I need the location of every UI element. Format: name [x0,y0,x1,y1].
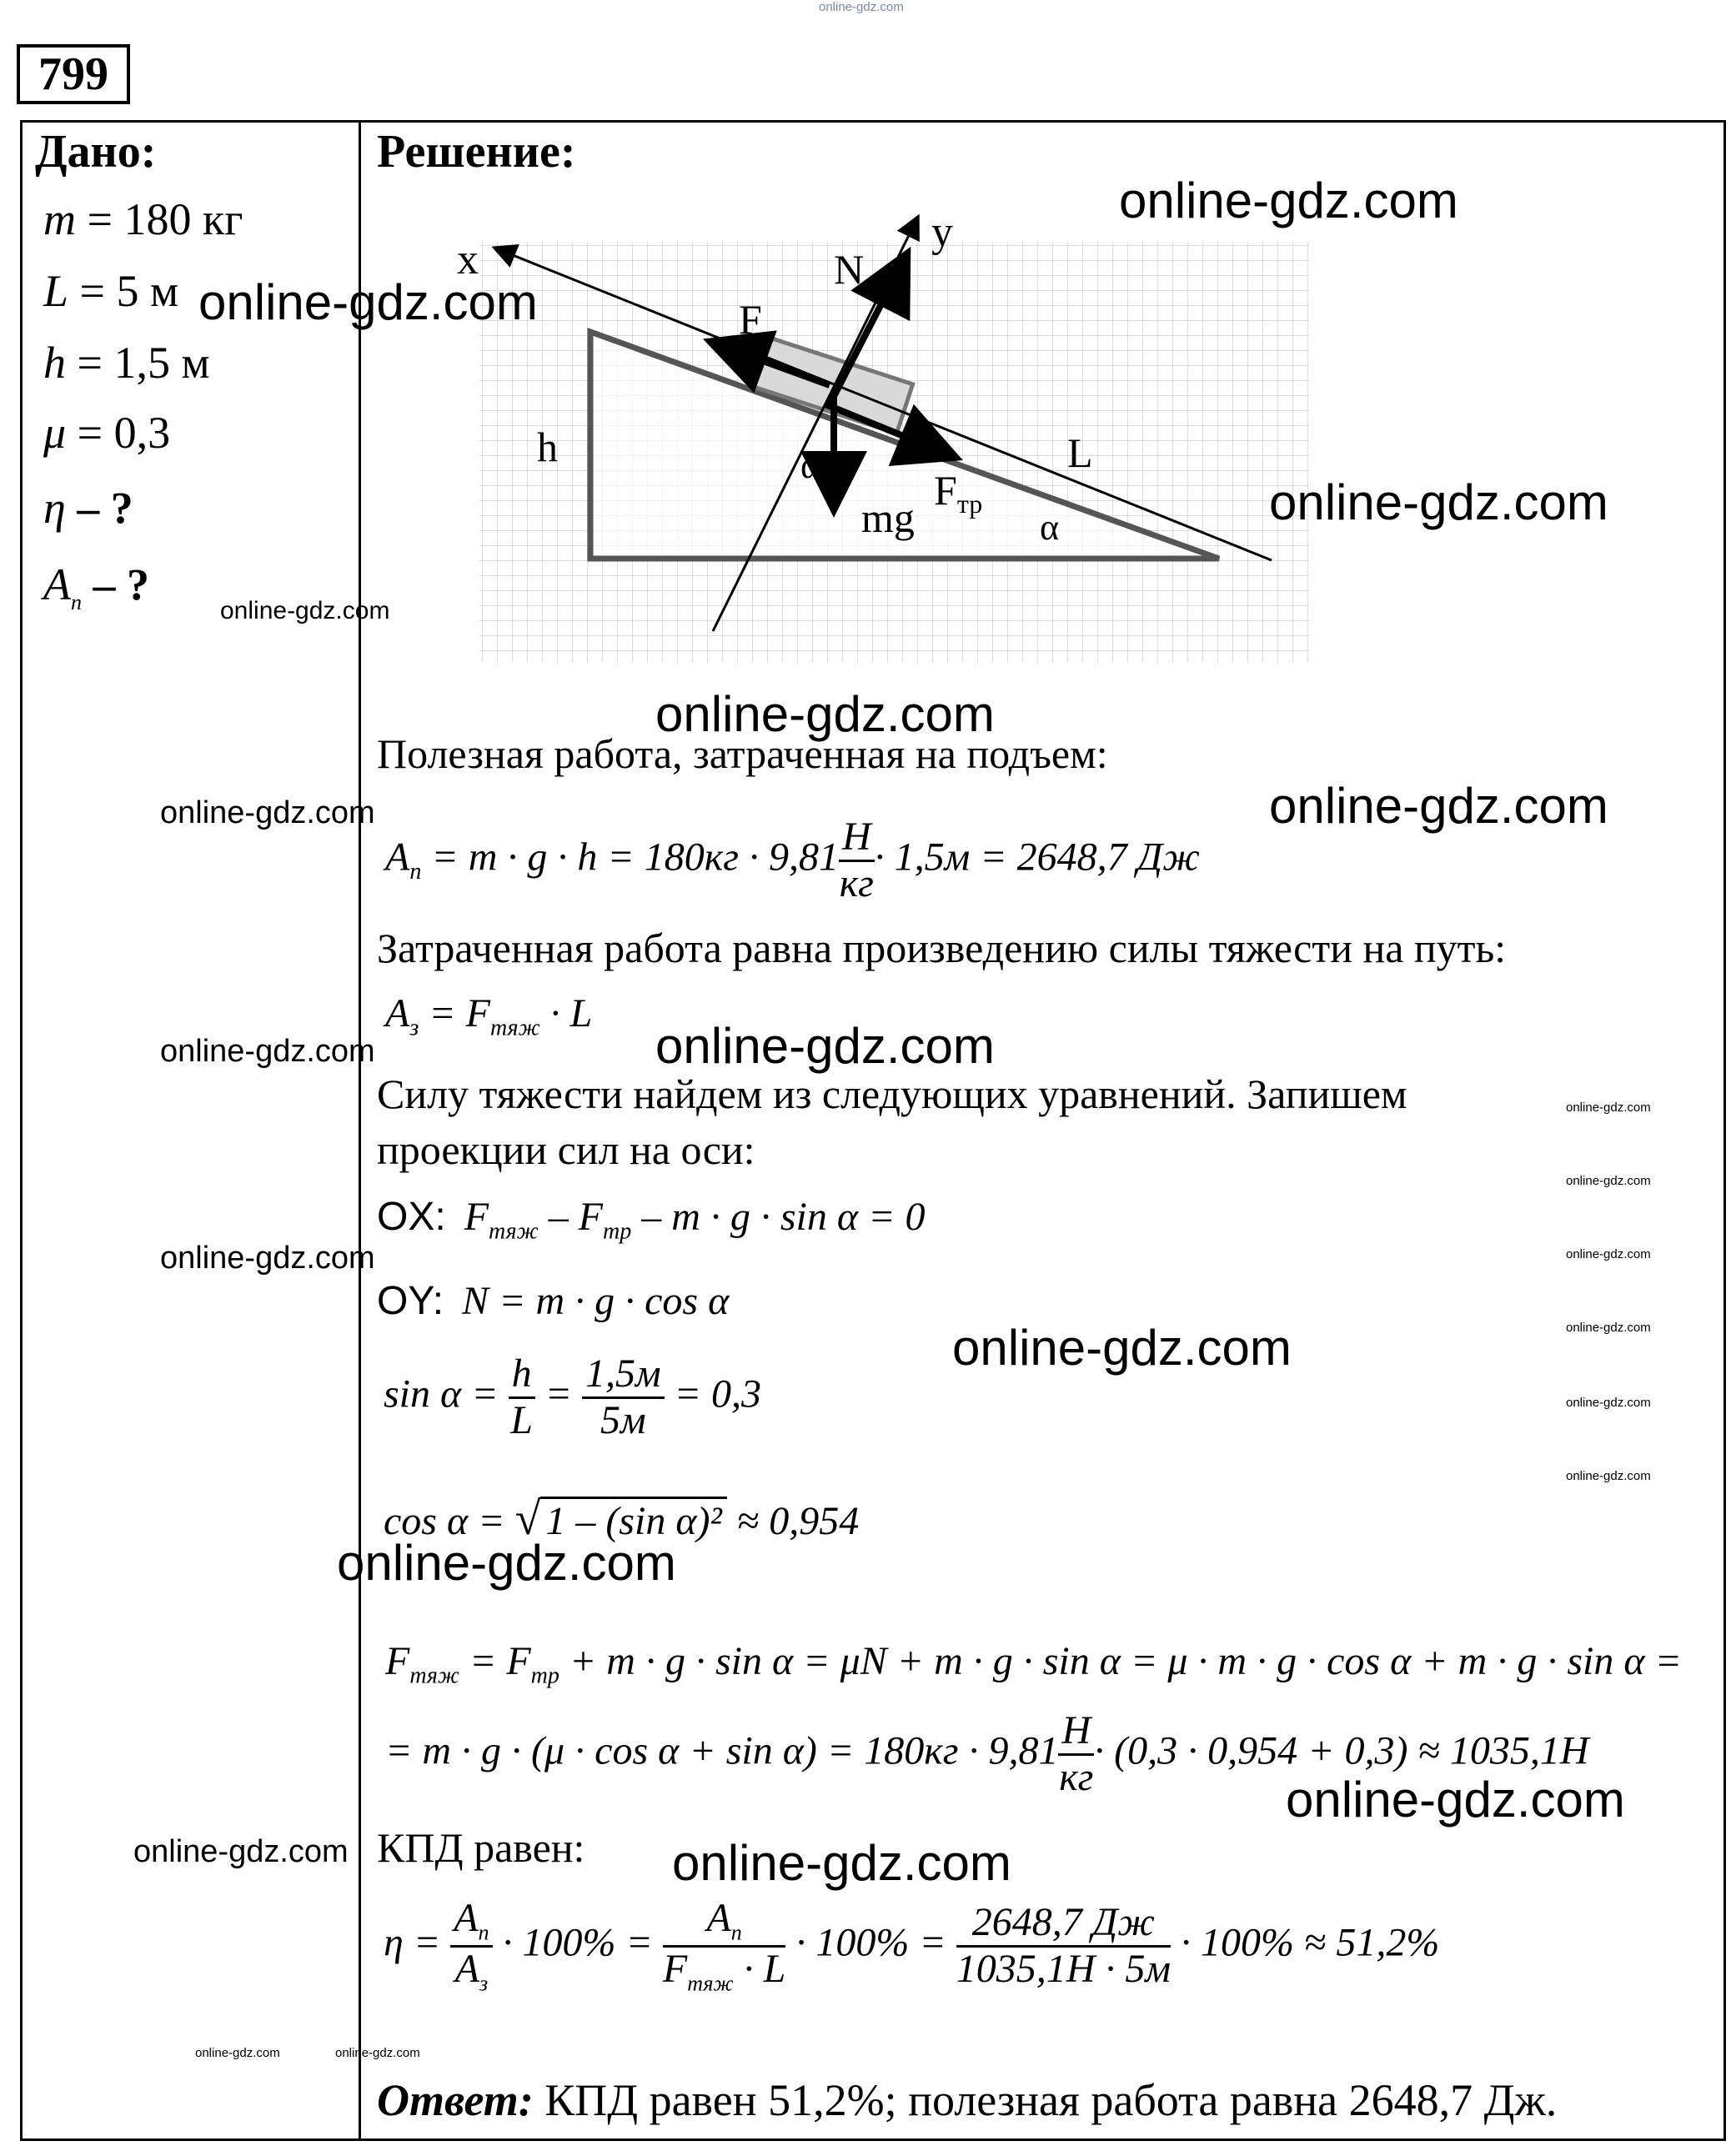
f2-end: · L [549,991,593,1035]
f2-sub2: тяж [489,1015,540,1041]
sin-f1-num: h [509,1352,535,1399]
watermark: online-gdz.com [655,1018,995,1074]
sqrt-icon: √ [514,1493,541,1545]
equation-oy [377,1278,729,1324]
watermark: online-gdz.com [160,1034,375,1069]
ox-mid: – F [548,1195,603,1239]
eta-f2-den [663,1948,785,1996]
label-h: h [537,424,558,470]
watermark: online-gdz.com [1566,1174,1651,1188]
given-friction-value: = 0,3 [77,408,171,458]
ft1-b: = F [469,1639,531,1683]
label-N: N [834,246,865,293]
given-height [43,337,210,389]
ft2-den: кг [1059,1754,1094,1799]
watermark: online-gdz.com [655,686,995,742]
watermark: online-gdz.com [1566,1101,1651,1115]
text-spent-work: Затраченная работа равна произведению силы тяжести на путь: [377,925,1507,971]
sin-frac1 [509,1352,535,1443]
text-projections-1: Силу тяжести найдем из следующих уравнений. Запишем [377,1070,1407,1117]
given-heading: Дано: [35,126,157,178]
eta-f2-num-a: A [706,1896,731,1940]
given-mass-symbol: m [43,194,76,244]
sin-frac2 [582,1352,665,1443]
watermark: online-gdz.com [952,1320,1292,1376]
sin-f1-den: L [510,1397,533,1442]
watermark: online-gdz.com [220,597,390,624]
watermark: online-gdz.com [1566,1469,1651,1483]
formula-spent-work [385,990,592,1042]
f2-right: = F [429,991,490,1035]
watermark: online-gdz.com [195,2046,280,2060]
ft2-a: = m · g · (μ · cos α + sin α) = 180кг · 9,81 [385,1728,1059,1773]
eta-f1-num-a: A [454,1896,479,1940]
eta-f2-den-end: · L [743,1947,786,1992]
given-length-value: = 5 м [79,266,179,316]
eta-d: · 100% ≈ 51,2% [1180,1920,1440,1965]
formula-efficiency [384,1897,1439,1996]
given-friction-symbol: μ [43,408,67,458]
label-L: L [1067,429,1093,476]
watermark: online-gdz.com [672,1835,1011,1891]
cos-left: cos α = [384,1499,505,1543]
ox-label: OX: [377,1195,446,1239]
given-useful-work-sub: п [71,589,82,614]
watermark-top: online-gdz.com [819,0,904,14]
label-alpha-force: α [800,445,820,486]
eta-frac1 [450,1897,492,1996]
label-x: x [457,236,479,283]
f1-frac [839,815,875,906]
eta-f3-den: 1035,1Н · 5м [956,1947,1171,1992]
eta-b: · 100% = [502,1920,653,1965]
text-projections-2: проекции сил на оси: [377,1126,755,1173]
given-useful-work [43,559,149,615]
f2-sub: з [409,1015,419,1041]
f1-mid: = m · g · h = 180кг · 9,81 [431,835,839,880]
ox-formula [464,1195,926,1245]
watermark: online-gdz.com [198,274,538,330]
watermark: online-gdz.com [335,2046,420,2060]
watermark: online-gdz.com [1119,173,1458,228]
eta-f1-den [450,1948,492,1996]
eta-f2-den-sub: тяж [687,1971,734,1996]
eta-a: η = [384,1920,441,1965]
ft1-a: F [385,1639,410,1683]
answer [377,2074,1557,2126]
given-length-symbol: L [43,266,69,316]
watermark: online-gdz.com [1566,1396,1651,1410]
given-efficiency [43,482,133,534]
eta-f3-num: 2648,7 Дж [956,1901,1171,1948]
formula-useful-work [385,815,1200,906]
ox-sub2: тр [602,1218,632,1245]
f1-frac-num: Н [839,815,875,862]
solution-heading: Решение: [377,126,576,178]
sin-f2-den: 5м [600,1397,646,1442]
f1-left: A [385,835,410,880]
eta-f2-num-sub: п [730,1920,742,1945]
formula-sin [384,1352,761,1443]
given-height-symbol: h [43,338,66,388]
ox-sub1: тяж [489,1218,539,1245]
eta-f2-num [663,1897,785,1948]
eta-f1-den-sub: з [479,1971,489,1996]
watermark: online-gdz.com [160,795,375,830]
watermark: online-gdz.com [1286,1772,1625,1828]
equation-ox [377,1194,925,1246]
given-friction [43,407,170,459]
oy-label: OY: [377,1279,444,1323]
watermark: online-gdz.com [160,1241,375,1276]
incline-diagram [457,200,1326,675]
eta-f2-den-a: F [662,1947,688,1992]
ox-end: – m · g · sin α = 0 [641,1195,926,1239]
f1-sub: п [409,858,422,885]
watermark: online-gdz.com [337,1535,676,1591]
watermark: online-gdz.com [133,1834,349,1869]
ft1-c: + m · g · sin α = μN + m · g · sin α = μ · m · g · cos α + m · g · sin α = [569,1639,1682,1683]
label-y: y [931,208,953,256]
eta-f1-num [450,1897,492,1948]
label-mg: mg [861,494,915,541]
text-useful-work: Полезная работа, затраченная на подъем: [377,730,1108,777]
sin-eq: = [544,1371,572,1416]
given-efficiency-value: – ? [77,483,133,533]
given-height-value: = 1,5 м [77,338,210,388]
sin-left: sin α = [384,1371,499,1416]
cos-right: ≈ 0,954 [736,1499,860,1543]
given-useful-work-value: – ? [93,559,149,609]
watermark: online-gdz.com [1566,1321,1651,1335]
cos-radicand: 1 – (sin α)² [540,1497,727,1543]
eta-c: · 100% = [795,1920,946,1965]
eta-frac2 [663,1897,785,1996]
oy-formula: N = m · g · cos α [462,1279,730,1323]
label-Ftr: $F_{тр}$ [934,467,983,519]
given-length [43,265,178,317]
f1-frac-den: кг [839,860,874,905]
given-efficiency-symbol: η [43,483,66,533]
ft2-frac [1058,1709,1094,1800]
ft2-b: · (0,3 · 0,954 + 0,3) ≈ 1035,1Н [1094,1728,1589,1773]
f1-right: · 1,5м = 2648,7 Дж [874,835,1200,880]
f2-left: A [385,991,410,1035]
answer-label: Ответ: [377,2075,534,2125]
watermark: online-gdz.com [1269,778,1608,834]
ox-f: F [464,1195,489,1239]
sin-f2-num: 1,5м [582,1352,665,1399]
label-F: F [739,296,762,343]
answer-text: КПД равен 51,2%; полезная работа равна 2648,7 Дж. [544,2075,1558,2125]
eta-frac3 [956,1901,1171,1992]
sin-right: = 0,3 [674,1371,762,1416]
formula-gravity-force-1 [385,1638,1682,1690]
ft1-sub1: тяж [409,1662,459,1689]
ft2-num: Н [1058,1709,1094,1756]
column-divider [359,120,361,2138]
watermark: online-gdz.com [1566,1247,1651,1261]
watermark: online-gdz.com [1269,474,1608,530]
given-mass-value: = 180 кг [87,194,243,244]
text-efficiency: КПД равен: [377,1824,585,1871]
given-mass [43,193,243,245]
given-useful-work-symbol: A [43,559,71,609]
problem-number: 799 [17,44,130,104]
ft1-sub2: тр [530,1662,559,1689]
eta-f1-den-a: A [454,1947,479,1992]
eta-f1-num-sub: п [478,1920,489,1945]
label-alpha-base: α [1040,507,1060,548]
